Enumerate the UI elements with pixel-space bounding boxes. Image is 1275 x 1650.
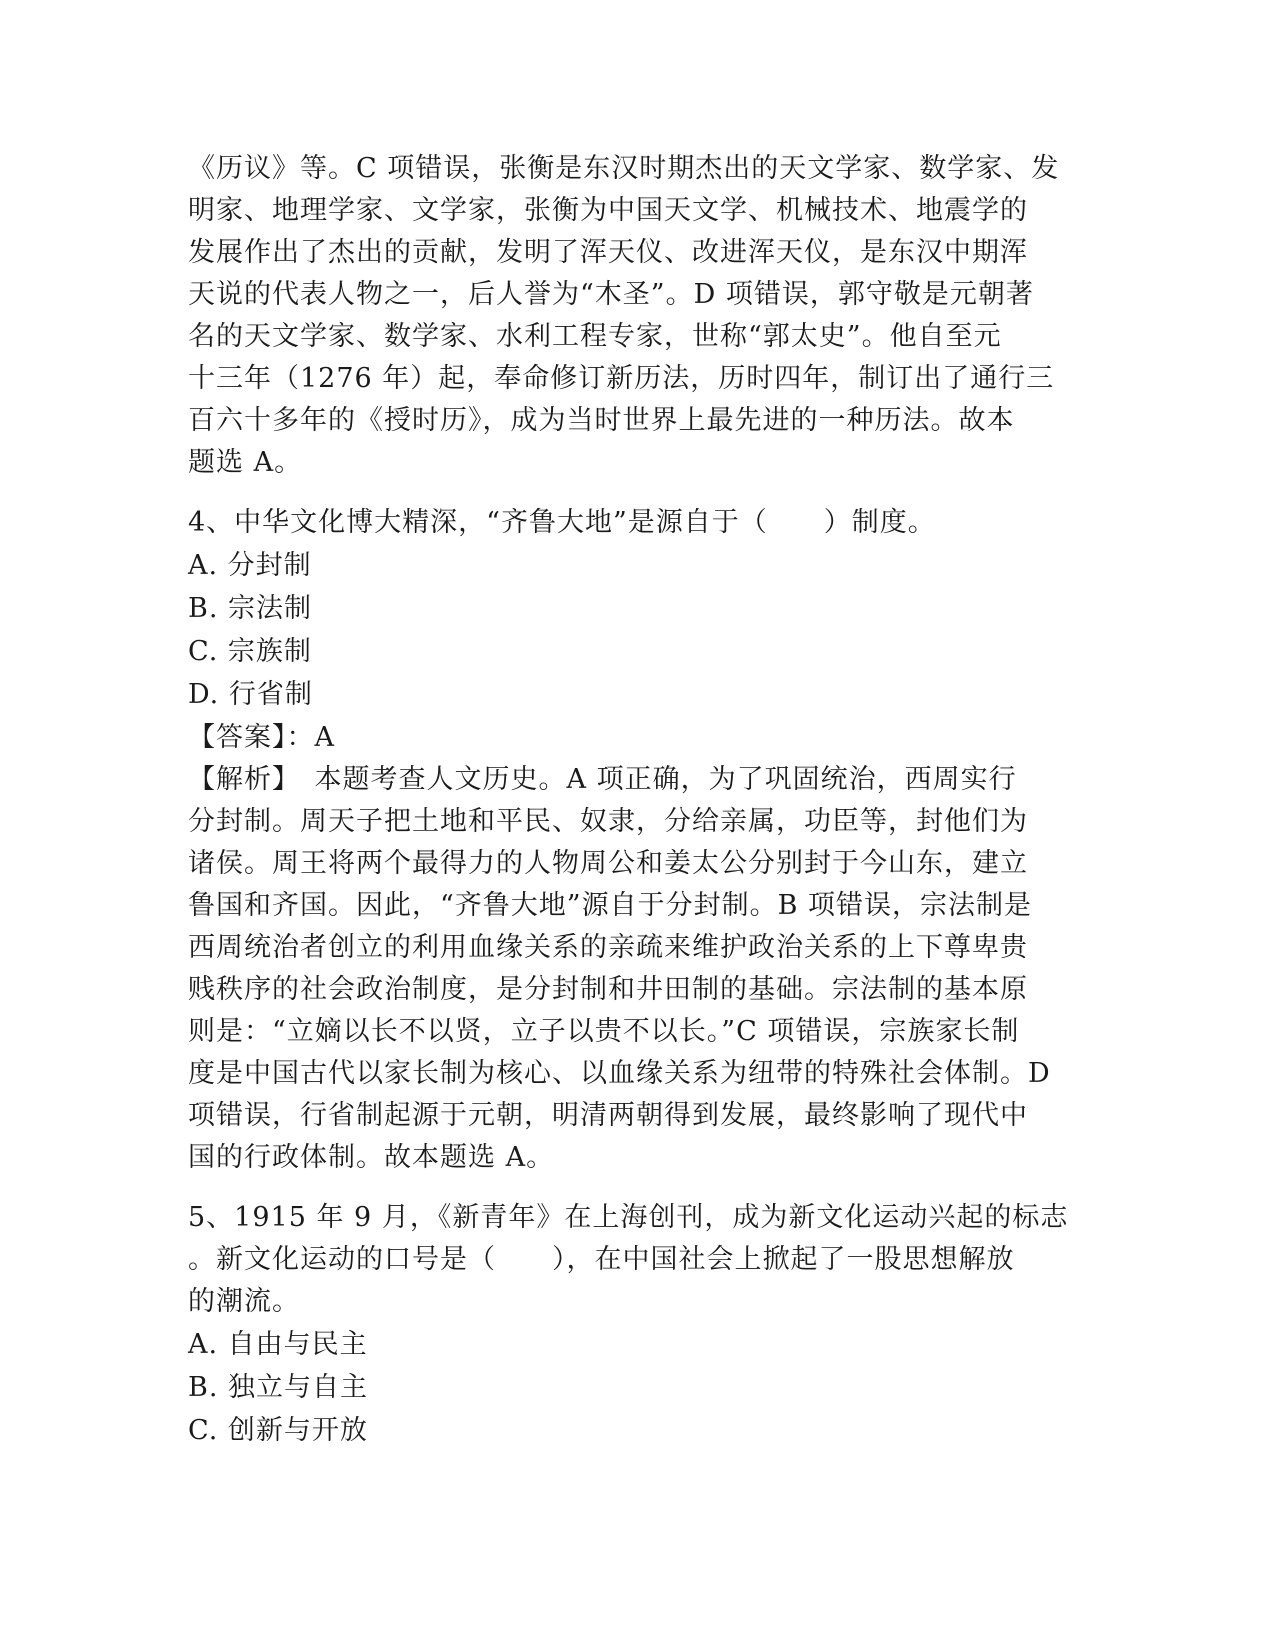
analysis-line: 国的行政体制。故本题选 A。: [188, 1142, 555, 1173]
paragraph-line: 天说的代表人物之一，后人誉为“木圣”。D 项错误，郭守敬是元朝著: [188, 279, 1034, 310]
q3-analysis-continuation: [188, 148, 1088, 484]
question-stem: 4、中华文化博大精深，“齐鲁大地”是源自于（ ）制度。: [188, 507, 936, 538]
spacer: [188, 1179, 1088, 1197]
option-d: D. 行省制: [188, 679, 313, 710]
paragraph-line: 百六十多年的《授时历》，成为当时世界上最先进的一种历法。故本: [188, 405, 1015, 436]
paragraph-line: 名的天文学家、数学家、水利工程专家，世称“郭太史”。他自至元: [188, 321, 1002, 352]
question-5: [188, 1197, 1088, 1452]
analysis-line: 则是：“立嫡以长不以贤，立子以贵不以长。”C 项错误，宗族家长制: [188, 1016, 1020, 1047]
option-b: B. 宗法制: [188, 593, 313, 624]
option-a: A. 自由与民主: [188, 1329, 368, 1360]
analysis-line: 诸侯。周王将两个最得力的人物周公和姜太公分别封于今山东，建立: [188, 848, 1028, 879]
option-b: B. 独立与自主: [188, 1372, 369, 1403]
page-content: [188, 148, 1088, 1452]
paragraph-line: 十三年（1276 年）起，奉命修订新历法，历时四年，制订出了通行三: [188, 363, 1055, 394]
analysis: [188, 759, 1088, 1179]
analysis-line: 分封制。周天子把土地和平民、奴隶，分给亲属，功臣等，封他们为: [188, 806, 1028, 837]
question-4: [188, 502, 1088, 1179]
analysis-line: 项错误，行省制起源于元朝，明清两朝得到发展，最终影响了现代中: [188, 1100, 1028, 1131]
spacer: [188, 484, 1088, 502]
option-a: A. 分封制: [188, 550, 312, 581]
option-c: C. 创新与开放: [188, 1415, 368, 1446]
option-c: C. 宗族制: [188, 636, 312, 667]
paragraph-line: 明家、地理学家、文学家，张衡为中国天文学、机械技术、地震学的: [188, 195, 1028, 226]
paragraph-line: 题选 A。: [188, 447, 303, 478]
analysis-line: 贱秩序的社会政治制度，是分封制和井田制的基础。宗法制的基本原: [188, 974, 1028, 1005]
question-stem: 的潮流。: [188, 1286, 300, 1317]
question-stem: 5、1915 年 9 月，《新青年》在上海创刊，成为新文化运动兴起的标志: [188, 1202, 1069, 1233]
analysis-line: 鲁国和齐国。因此，“齐鲁大地”源自于分封制。B 项错误，宗法制是: [188, 890, 1033, 921]
paragraph-line: 《历议》等。C 项错误，张衡是东汉时期杰出的天文学家、数学家、发: [188, 153, 1060, 184]
analysis-line: 【解析】 本题考查人文历史。A 项正确，为了巩固统治，西周实行: [188, 764, 1017, 795]
question-stem: 。新文化运动的口号是（ ），在中国社会上掀起了一股思想解放: [188, 1244, 1015, 1275]
answer-line: 【答案】：A: [188, 722, 335, 753]
paragraph-line: 发展作出了杰出的贡献，发明了浑天仪、改进浑天仪，是东汉中期浑: [188, 237, 1028, 268]
analysis-line: 度是中国古代以家长制为核心、以血缘关系为纽带的特殊社会体制。D: [188, 1058, 1051, 1089]
analysis-line: 西周统治者创立的利用血缘关系的亲疏来维护政治关系的上下尊卑贵: [188, 932, 1028, 963]
